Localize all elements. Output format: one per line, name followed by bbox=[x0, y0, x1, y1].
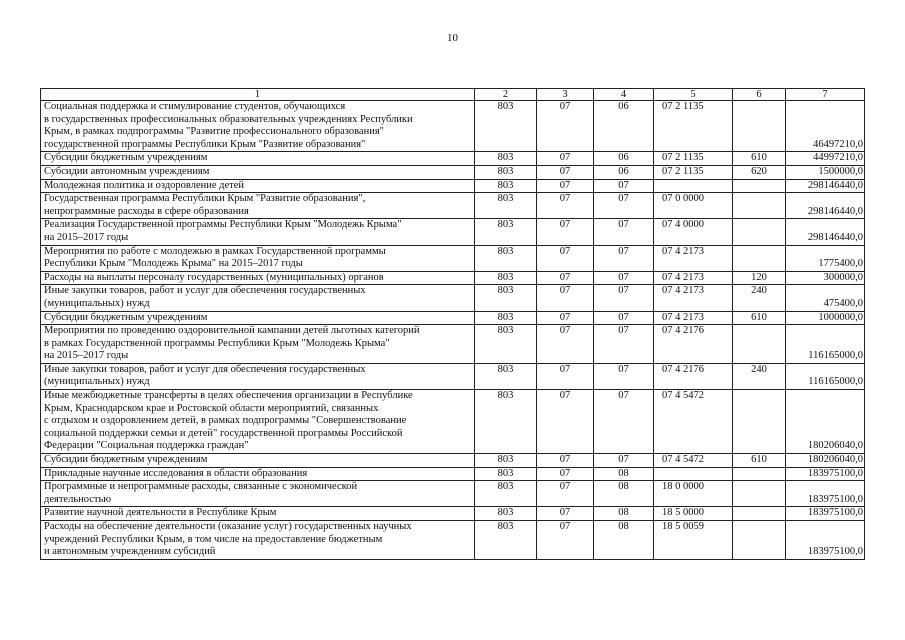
expense-type-cell bbox=[733, 245, 786, 271]
amount-cell bbox=[786, 390, 865, 454]
expense-name-cell bbox=[41, 271, 475, 285]
amount-text: 183975100,0 bbox=[807, 493, 863, 505]
ministry-code-cell bbox=[475, 311, 537, 325]
expense-name-text: Развитие научной деятельности в Республике Крым bbox=[44, 507, 277, 519]
section-code-text: 07 bbox=[559, 271, 571, 283]
table-row bbox=[41, 245, 865, 271]
section-code-cell bbox=[537, 507, 594, 521]
amount-cell bbox=[786, 165, 865, 179]
ministry-code-text: 803 bbox=[497, 245, 514, 257]
ministry-code-cell bbox=[475, 454, 537, 468]
amount-text: 116165000,0 bbox=[808, 350, 863, 362]
header-cell-4: 4 bbox=[594, 89, 654, 101]
expense-type-cell bbox=[733, 481, 786, 507]
ministry-code-text: 803 bbox=[497, 507, 514, 519]
target-article-text: 07 4 2173 bbox=[662, 245, 704, 257]
expense-name-text: Расходы на обеспечение деятельности (оказание услуг) государственных научных учреждений Республики Крым, в том числе на предоставление бюджетным и автономным учреждениям субсидий bbox=[44, 521, 412, 558]
table-row bbox=[41, 179, 865, 193]
subsection-code-text: 08 bbox=[618, 481, 629, 493]
amount-cell bbox=[786, 481, 865, 507]
target-article-text: 07 4 2173 bbox=[662, 311, 704, 323]
subsection-code-cell bbox=[594, 521, 654, 560]
table-row bbox=[41, 507, 865, 521]
table-row bbox=[41, 325, 865, 364]
amount-text: 298146440,0 bbox=[807, 231, 863, 243]
amount-cell bbox=[786, 271, 865, 285]
amount-text: 183975100,0 bbox=[807, 546, 863, 558]
subsection-code-cell bbox=[594, 193, 654, 219]
subsection-code-text: 07 bbox=[618, 193, 629, 205]
expense-type-text: 240 bbox=[751, 285, 767, 297]
section-code-text: 07 bbox=[559, 467, 571, 479]
expense-name-text: Иные закупки товаров, работ и услуг для обеспечения государственных (муниципальных) нужд bbox=[44, 363, 366, 388]
subsection-code-cell bbox=[594, 179, 654, 193]
subsection-code-cell bbox=[594, 219, 654, 245]
subsection-code-cell bbox=[594, 101, 654, 152]
subsection-code-cell bbox=[594, 311, 654, 325]
amount-cell bbox=[786, 521, 865, 560]
ministry-code-cell bbox=[475, 165, 537, 179]
expense-name-cell bbox=[41, 311, 475, 325]
section-code-text: 07 bbox=[559, 363, 571, 375]
amount-text: 180206040,0 bbox=[807, 454, 863, 466]
subsection-code-text: 07 bbox=[618, 363, 629, 375]
ministry-code-cell bbox=[475, 179, 537, 193]
table-row bbox=[41, 285, 865, 311]
target-article-cell bbox=[654, 467, 733, 481]
expense-type-text: 610 bbox=[751, 311, 767, 323]
expense-name-text: Реализация Государственной программы Республики Крым "Молодежь Крыма" на 2015–2017 годы bbox=[44, 219, 402, 243]
expense-name-text: Субсидии бюджетным учреждениям bbox=[44, 454, 208, 466]
amount-cell bbox=[786, 101, 865, 152]
table-header-row bbox=[41, 89, 865, 101]
section-code-cell bbox=[537, 454, 594, 468]
ministry-code-cell bbox=[475, 325, 537, 364]
target-article-cell bbox=[654, 363, 733, 389]
expense-name-cell bbox=[41, 390, 475, 454]
target-article-text: 07 2 1135 bbox=[662, 152, 704, 164]
amount-cell bbox=[786, 454, 865, 468]
amount-cell bbox=[786, 285, 865, 311]
expense-type-cell bbox=[733, 285, 786, 311]
target-article-cell bbox=[654, 481, 733, 507]
target-article-cell bbox=[654, 325, 733, 364]
amount-cell bbox=[786, 219, 865, 245]
amount-cell bbox=[786, 179, 865, 193]
subsection-code-text: 07 bbox=[618, 311, 629, 323]
expense-type-cell bbox=[733, 454, 786, 468]
target-article-cell bbox=[654, 285, 733, 311]
target-article-text: 07 4 0000 bbox=[662, 219, 704, 231]
target-article-text: 18 5 0000 bbox=[662, 507, 704, 519]
expense-name-text: Субсидии автономным учреждениям bbox=[44, 165, 210, 177]
table-row bbox=[41, 152, 865, 166]
expense-type-cell bbox=[733, 165, 786, 179]
target-article-cell bbox=[654, 311, 733, 325]
section-code-cell bbox=[537, 481, 594, 507]
amount-cell bbox=[786, 245, 865, 271]
ministry-code-cell bbox=[475, 363, 537, 389]
expense-type-text: 610 bbox=[751, 454, 767, 466]
expense-type-cell bbox=[733, 152, 786, 166]
section-code-cell bbox=[537, 219, 594, 245]
expense-name-text: Иные закупки товаров, работ и услуг для обеспечения государственных (муниципальных) нужд bbox=[44, 285, 366, 309]
ministry-code-text: 803 bbox=[497, 467, 514, 479]
section-code-text: 07 bbox=[559, 219, 571, 231]
expense-type-text: 610 bbox=[751, 152, 767, 164]
target-article-cell bbox=[654, 507, 733, 521]
target-article-text: 18 0 0000 bbox=[662, 481, 704, 493]
amount-text: 300000,0 bbox=[823, 271, 863, 283]
amount-cell bbox=[786, 311, 865, 325]
target-article-cell bbox=[654, 271, 733, 285]
section-code-cell bbox=[537, 467, 594, 481]
subsection-code-text: 07 bbox=[618, 245, 629, 257]
subsection-code-text: 07 bbox=[618, 454, 629, 466]
target-article-cell bbox=[654, 193, 733, 219]
section-code-cell bbox=[537, 245, 594, 271]
section-code-text: 07 bbox=[559, 101, 571, 112]
expense-type-cell bbox=[733, 101, 786, 152]
ministry-code-text: 803 bbox=[497, 152, 514, 164]
subsection-code-cell bbox=[594, 325, 654, 364]
section-code-cell bbox=[537, 271, 594, 285]
amount-text: 298146440,0 bbox=[807, 205, 863, 217]
amount-cell bbox=[786, 193, 865, 219]
expense-name-cell bbox=[41, 363, 475, 389]
target-article-cell bbox=[654, 390, 733, 454]
target-article-cell bbox=[654, 179, 733, 193]
table-row bbox=[41, 363, 865, 389]
expense-name-cell bbox=[41, 325, 475, 364]
header-cell-5: 5 bbox=[654, 89, 733, 101]
expense-name-cell bbox=[41, 481, 475, 507]
ministry-code-cell bbox=[475, 152, 537, 166]
section-code-cell bbox=[537, 179, 594, 193]
section-code-text: 07 bbox=[559, 311, 571, 323]
table-row bbox=[41, 193, 865, 219]
section-code-cell bbox=[537, 521, 594, 560]
expense-name-cell bbox=[41, 507, 475, 521]
ministry-code-text: 803 bbox=[497, 193, 514, 205]
subsection-code-text: 07 bbox=[618, 271, 629, 283]
section-code-cell bbox=[537, 193, 594, 219]
expense-name-text: Государственная программа Республики Крым "Развитие образования", непрограммные расходы в сфере образования bbox=[44, 193, 366, 217]
expense-name-cell bbox=[41, 179, 475, 193]
section-code-cell bbox=[537, 311, 594, 325]
amount-text: 46497210,0 bbox=[813, 138, 863, 150]
amount-cell bbox=[786, 325, 865, 364]
expense-name-cell bbox=[41, 467, 475, 481]
header-cell-2: 2 bbox=[475, 89, 537, 101]
subsection-code-cell bbox=[594, 363, 654, 389]
table-row bbox=[41, 481, 865, 507]
section-code-text: 07 bbox=[559, 152, 571, 164]
page-number: 10 bbox=[447, 32, 458, 44]
ministry-code-text: 803 bbox=[497, 285, 514, 297]
amount-text: 298146440,0 bbox=[807, 179, 863, 191]
section-code-text: 07 bbox=[559, 245, 571, 257]
target-article-text: 07 4 2173 bbox=[662, 285, 704, 297]
expense-name-text: Субсидии бюджетным учреждениям bbox=[44, 152, 208, 164]
amount-cell bbox=[786, 363, 865, 389]
target-article-cell bbox=[654, 165, 733, 179]
section-code-text: 07 bbox=[559, 390, 571, 402]
expense-name-cell bbox=[41, 454, 475, 468]
ministry-code-text: 803 bbox=[497, 179, 514, 191]
ministry-code-text: 803 bbox=[497, 481, 514, 493]
target-article-text: 07 4 5472 bbox=[662, 454, 704, 466]
amount-text: 1775400,0 bbox=[818, 258, 863, 270]
subsection-code-text: 06 bbox=[618, 101, 629, 112]
subsection-code-text: 06 bbox=[618, 165, 629, 177]
ministry-code-text: 803 bbox=[497, 311, 514, 323]
header-cell-3: 3 bbox=[537, 89, 594, 101]
expense-type-cell bbox=[733, 311, 786, 325]
section-code-text: 07 bbox=[559, 481, 571, 493]
expense-name-text: Прикладные научные исследования в области образования bbox=[44, 467, 308, 479]
table-row bbox=[41, 101, 865, 152]
ministry-code-cell bbox=[475, 507, 537, 521]
ministry-code-text: 803 bbox=[497, 101, 514, 112]
budget-table bbox=[40, 88, 865, 560]
expense-name-text: Расходы на выплаты персоналу государственных (муниципальных) органов bbox=[44, 271, 384, 283]
expense-type-cell bbox=[733, 219, 786, 245]
expense-type-cell bbox=[733, 521, 786, 560]
subsection-code-text: 08 bbox=[618, 507, 629, 519]
subsection-code-text: 07 bbox=[618, 390, 629, 402]
ministry-code-text: 803 bbox=[497, 454, 514, 466]
target-article-text: 07 4 2176 bbox=[662, 325, 704, 337]
ministry-code-cell bbox=[475, 271, 537, 285]
subsection-code-text: 07 bbox=[618, 285, 629, 297]
section-code-text: 07 bbox=[559, 193, 571, 205]
subsection-code-cell bbox=[594, 165, 654, 179]
expense-type-cell bbox=[733, 467, 786, 481]
table-row bbox=[41, 311, 865, 325]
subsection-code-text: 08 bbox=[618, 521, 629, 532]
section-code-text: 07 bbox=[559, 285, 571, 297]
section-code-text: 07 bbox=[559, 165, 571, 177]
ministry-code-cell bbox=[475, 193, 537, 219]
table-body bbox=[41, 89, 865, 560]
subsection-code-cell bbox=[594, 271, 654, 285]
expense-name-cell bbox=[41, 245, 475, 271]
ministry-code-cell bbox=[475, 481, 537, 507]
subsection-code-text: 07 bbox=[618, 325, 629, 337]
subsection-code-cell bbox=[594, 467, 654, 481]
section-code-cell bbox=[537, 325, 594, 364]
ministry-code-text: 803 bbox=[497, 363, 514, 375]
expense-name-text: Мероприятия по проведению оздоровительной кампании детей льготных категорий в рамках Государственной программы Республики Крым "Молодежь Крыма" на 2015–2017 годы bbox=[44, 325, 420, 362]
section-code-cell bbox=[537, 285, 594, 311]
target-article-text: 07 0 0000 bbox=[662, 193, 704, 205]
expense-name-text: Программные и непрограммные расходы, связанные с экономической деятельностью bbox=[44, 481, 358, 505]
expense-type-cell bbox=[733, 193, 786, 219]
expense-type-text: 120 bbox=[751, 271, 767, 283]
amount-text: 183975100,0 bbox=[807, 507, 863, 519]
ministry-code-text: 803 bbox=[497, 325, 514, 337]
amount-text: 116165000,0 bbox=[808, 376, 863, 388]
amount-text: 180206040,0 bbox=[807, 440, 863, 452]
expense-type-text: 240 bbox=[751, 363, 767, 375]
table-row bbox=[41, 165, 865, 179]
expense-name-cell bbox=[41, 285, 475, 311]
table-row bbox=[41, 454, 865, 468]
amount-text: 1500000,0 bbox=[818, 165, 863, 177]
target-article-text: 07 4 5472 bbox=[662, 390, 704, 402]
expense-type-cell bbox=[733, 271, 786, 285]
target-article-text: 07 2 1135 bbox=[662, 165, 704, 177]
subsection-code-cell bbox=[594, 390, 654, 454]
amount-text: 183975100,0 bbox=[807, 467, 863, 479]
section-code-cell bbox=[537, 152, 594, 166]
expense-name-cell bbox=[41, 219, 475, 245]
expense-name-cell bbox=[41, 521, 475, 560]
target-article-cell bbox=[654, 152, 733, 166]
header-cell-7: 7 bbox=[786, 89, 865, 101]
section-code-cell bbox=[537, 363, 594, 389]
expense-type-cell bbox=[733, 363, 786, 389]
subsection-code-text: 07 bbox=[618, 179, 629, 191]
subsection-code-cell bbox=[594, 285, 654, 311]
target-article-cell bbox=[654, 454, 733, 468]
ministry-code-cell bbox=[475, 521, 537, 560]
expense-name-text: Молодежная политика и оздоровление детей bbox=[44, 179, 245, 191]
expense-type-cell bbox=[733, 390, 786, 454]
expense-name-text: Субсидии бюджетным учреждениям bbox=[44, 311, 208, 323]
target-article-text: 07 4 2176 bbox=[662, 363, 704, 375]
section-code-text: 07 bbox=[559, 179, 571, 191]
amount-text: 1000000,0 bbox=[818, 311, 863, 323]
subsection-code-cell bbox=[594, 481, 654, 507]
ministry-code-text: 803 bbox=[497, 390, 514, 402]
section-code-cell bbox=[537, 390, 594, 454]
ministry-code-text: 803 bbox=[497, 219, 514, 231]
target-article-cell bbox=[654, 219, 733, 245]
expense-name-cell bbox=[41, 101, 475, 152]
ministry-code-text: 803 bbox=[497, 271, 514, 283]
target-article-cell bbox=[654, 101, 733, 152]
section-code-text: 07 bbox=[559, 507, 571, 519]
amount-text: 475400,0 bbox=[823, 297, 863, 309]
target-article-text: 18 5 0059 bbox=[662, 521, 704, 532]
ministry-code-text: 803 bbox=[497, 165, 514, 177]
expense-name-text: Социальная поддержка и стимулирование студентов, обучающихся в государственных профессиональных образовательных учреждениях Республики Крым, в рамках подпрограммы "Развитие профессионального образования" государственной программы Республики Крым "Развитие образования" bbox=[44, 101, 413, 150]
subsection-code-text: 08 bbox=[618, 467, 629, 479]
target-article-text: 07 4 2173 bbox=[662, 271, 704, 283]
subsection-code-text: 06 bbox=[618, 152, 629, 164]
table-row bbox=[41, 271, 865, 285]
expense-type-cell bbox=[733, 507, 786, 521]
ministry-code-cell bbox=[475, 467, 537, 481]
expense-type-cell bbox=[733, 325, 786, 364]
expense-type-cell bbox=[733, 179, 786, 193]
ministry-code-cell bbox=[475, 390, 537, 454]
section-code-text: 07 bbox=[559, 325, 571, 337]
ministry-code-text: 803 bbox=[497, 521, 514, 532]
subsection-code-cell bbox=[594, 245, 654, 271]
expense-name-cell bbox=[41, 152, 475, 166]
section-code-text: 07 bbox=[559, 521, 571, 532]
header-cell-1: 1 bbox=[41, 89, 475, 101]
expense-name-text: Иные межбюджетные трансферты в целях обеспечения организации в Республике Крым, Краснодарском крае и Ростовской области мероприятий, связанных с отдыхом и оздоровлением детей, в рамках подпрограммы "Совершенствование социальной поддержки семьи и детей" государственной программы Российской Федерации "Социальная поддержка граждан" bbox=[44, 390, 413, 452]
subsection-code-text: 07 bbox=[618, 219, 629, 231]
table-row bbox=[41, 219, 865, 245]
ministry-code-cell bbox=[475, 285, 537, 311]
amount-text: 44997210,0 bbox=[813, 152, 863, 164]
subsection-code-cell bbox=[594, 454, 654, 468]
subsection-code-cell bbox=[594, 507, 654, 521]
section-code-cell bbox=[537, 101, 594, 152]
ministry-code-cell bbox=[475, 245, 537, 271]
subsection-code-cell bbox=[594, 152, 654, 166]
section-code-text: 07 bbox=[559, 454, 571, 466]
section-code-cell bbox=[537, 165, 594, 179]
expense-name-text: Мероприятия по работе с молодежью в рамках Государственной программы Республики Крым "Молодежь Крыма" на 2015–2017 годы bbox=[44, 245, 386, 270]
amount-cell bbox=[786, 507, 865, 521]
expense-type-text: 620 bbox=[751, 165, 767, 177]
table-row bbox=[41, 521, 865, 560]
target-article-cell bbox=[654, 521, 733, 560]
target-article-cell bbox=[654, 245, 733, 271]
expense-name-cell bbox=[41, 165, 475, 179]
expense-name-cell bbox=[41, 193, 475, 219]
table-row bbox=[41, 467, 865, 481]
ministry-code-cell bbox=[475, 101, 537, 152]
target-article-text: 07 2 1135 bbox=[662, 101, 704, 112]
amount-cell bbox=[786, 467, 865, 481]
ministry-code-cell bbox=[475, 219, 537, 245]
header-cell-6: 6 bbox=[733, 89, 786, 101]
table-row bbox=[41, 390, 865, 454]
amount-cell bbox=[786, 152, 865, 166]
